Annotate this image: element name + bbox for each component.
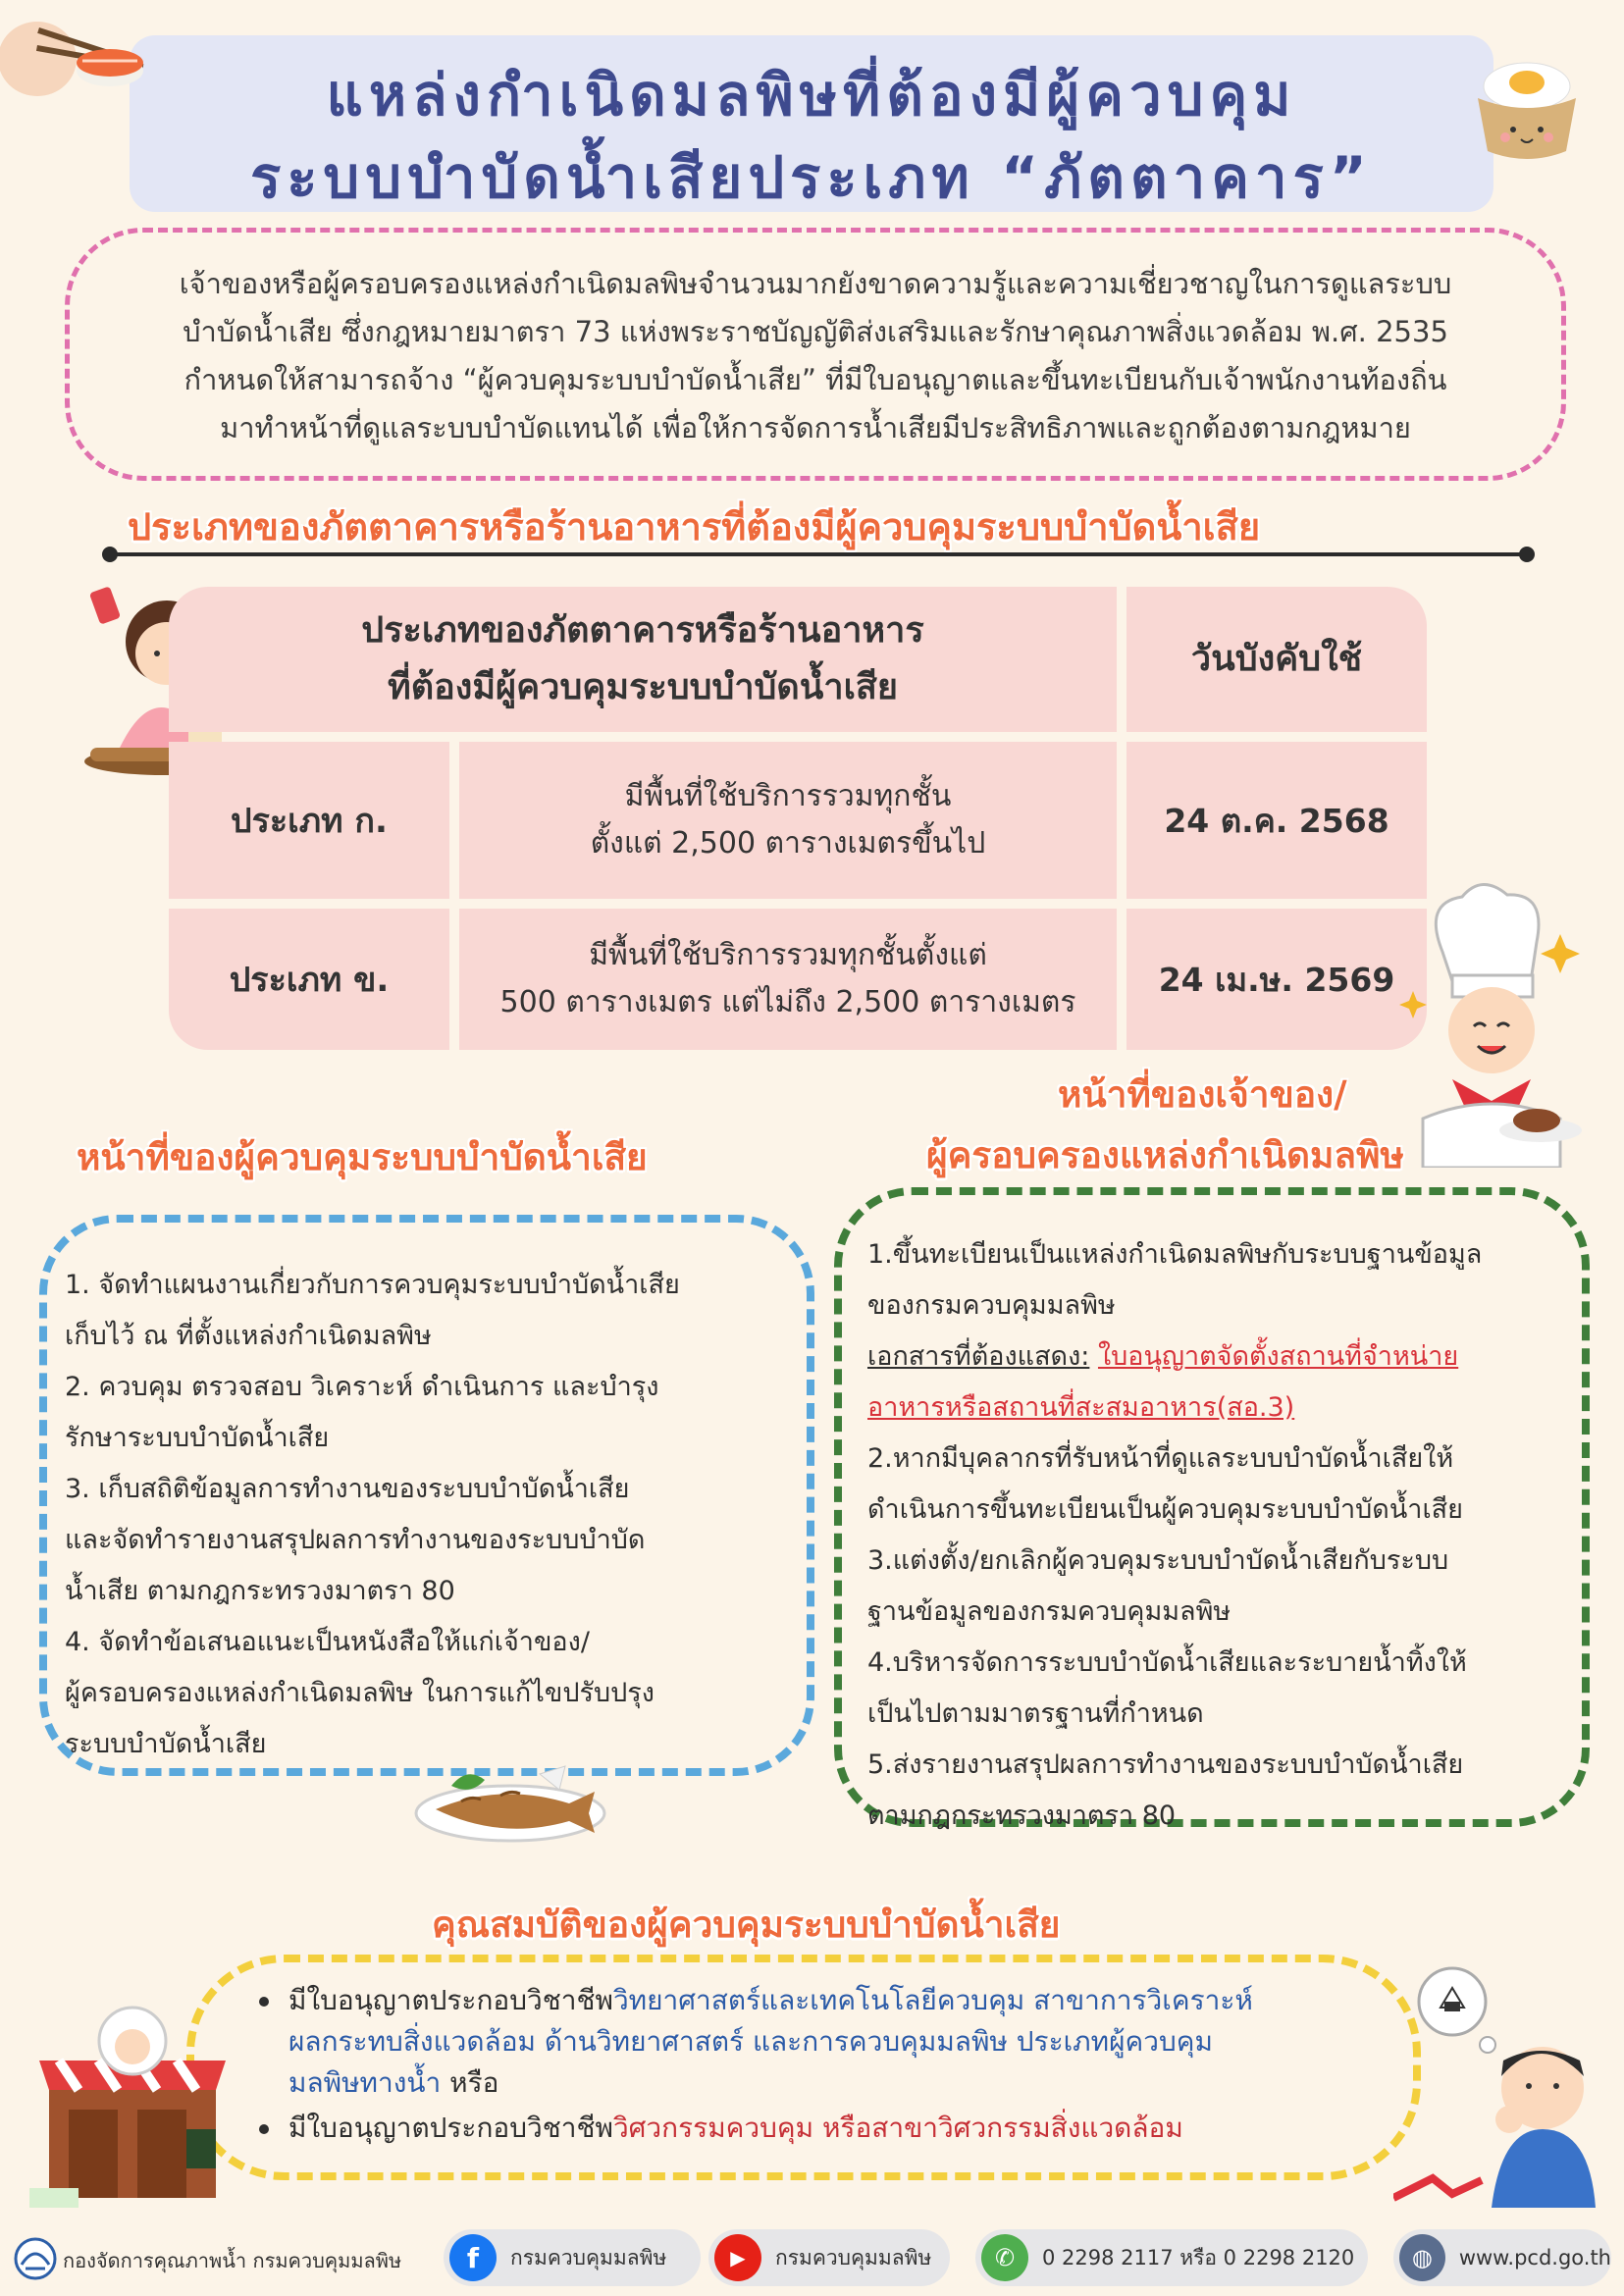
phone-contact[interactable] [975, 2229, 1368, 2286]
owner-duties-heading-line2: ผู้ครอบครองแหล่งกำเนิดมลพิษ [926, 1134, 1404, 1176]
title-banner [130, 35, 1493, 212]
pcd-logo-icon [14, 2237, 57, 2280]
owner-duties-heading-line1: หน้าที่ของเจ้าของ/ [1058, 1073, 1347, 1116]
row-a-type-label: ประเภท ก. [231, 802, 388, 841]
row-a-desc-line1: มีพื้นที่ใช้บริการรวมทุกชั้น [624, 779, 952, 813]
list-item: 3.แต่งตั้ง/ยกเลิกผู้ควบคุมระบบบำบัดน้ำเสียกับระบบ [867, 1545, 1449, 1576]
facebook-icon: f [449, 2234, 497, 2281]
list-item: เก็บไว้ ณ ที่ตั้งแหล่งกำเนิดมลพิษ [65, 1321, 432, 1351]
qual1-field: วิทยาศาสตร์และเทคโนโลยีควบคุม [612, 1984, 1025, 2016]
qual1-prefix: มีใบอนุญาตประกอบวิชาชีพ [288, 1984, 613, 2016]
chef-icon [1393, 873, 1590, 1168]
intro-line: มาทำหน้าที่ดูแลระบบบำบัดแทนได้ เพื่อให้การจัดการน้ำเสียมีประสิทธิภาพและถูกต้องตามกฎหมาย [220, 411, 1411, 444]
controller-duties-list [65, 1260, 680, 1770]
table-header-date-label: วันบังคับใช้ [1190, 639, 1363, 679]
row-b-type-label: ประเภท ข. [229, 961, 390, 1000]
restaurant-shop-icon [29, 1982, 236, 2208]
table-row-b-desc [459, 909, 1117, 1050]
list-item: ของกรมควบคุมมลพิษ [867, 1290, 1116, 1321]
globe-icon: ◍ [1399, 2234, 1445, 2281]
table-row-a-date [1126, 742, 1427, 899]
qualifications-list [257, 1980, 1376, 2149]
intro-line: กำหนดให้สามารถจ้าง “ผู้ควบคุมระบบบำบัดน้ำเสีย” ที่มีใบอนุญาตและขึ้นทะเบียนกับเจ้าพนักงานท้องถิ่น [183, 363, 1447, 396]
qualification-item [257, 1980, 1376, 2104]
types-table [169, 587, 1427, 1050]
rule-right-dot [1519, 547, 1535, 562]
intro-line: บำบัดน้ำเสีย ซึ่งกฎหมายมาตรา 73 แห่งพระราชบัญญัติส่งเสริมและรักษาคุณภาพสิ่งแวดล้อม พ.ศ. 2535 [183, 315, 1448, 348]
list-item: น้ำเสีย ตามกฎกระทรวงมาตรา 80 [65, 1576, 455, 1606]
website-link[interactable] [1393, 2229, 1611, 2286]
facebook-link[interactable] [444, 2229, 701, 2286]
table-header-date [1126, 587, 1427, 732]
list-item: 2.หากมีบุคลากรที่รับหน้าที่ดูแลระบบบำบัดน้ำเสียให้ [867, 1443, 1454, 1474]
table-header-type-line1: ประเภทของภัตตาคารหรือร้านอาหาร [361, 610, 924, 651]
qual1-branch: สาขาการวิเคราะห์ [1024, 1984, 1253, 2016]
qual2-prefix: มีใบอนุญาตประกอบวิชาชีพ [288, 2112, 613, 2144]
page-title-line1: แหล่งกำเนิดมลพิษที่ต้องมีผู้ควบคุม [326, 62, 1297, 129]
qual1-line3: มลพิษทางน้ำ [288, 2066, 442, 2099]
row-b-desc-line1: มีพื้นที่ใช้บริการรวมทุกชั้นตั้งแต่ [589, 938, 987, 972]
qual1-line2: ด้านวิทยาศาสตร์ และการควบคุมมลพิษ ประเภทผู้ควบคุม [535, 2025, 1213, 2058]
section-divider [106, 552, 1529, 556]
list-item: 2. ควบคุม ตรวจสอบ วิเคราะห์ ดำเนินการ และบำรุง [65, 1372, 659, 1402]
grilled-fish-icon [412, 1756, 608, 1845]
table-row-a-desc [459, 742, 1117, 899]
footer-org: กองจัดการคุณภาพน้ำ กรมควบคุมมลพิษ [63, 2249, 402, 2272]
row-b-date-value: 24 เม.ษ. 2569 [1158, 960, 1395, 999]
table-row-b-type [169, 909, 449, 1050]
intro-line: เจ้าของหรือผู้ครอบครองแหล่งกำเนิดมลพิษจำนวนมากยังขาดความรู้และความเชี่ยวชาญในการดูแลระบบ [179, 267, 1452, 300]
phone-label: 0 2298 2117 หรือ 0 2298 2120 [1042, 2245, 1355, 2270]
qualification-item [257, 2108, 1376, 2149]
row-a-desc-line2: ตั้งแต่ 2,500 ตารางเมตรขึ้นไป [590, 826, 986, 861]
list-item: ผู้ครอบครองแหล่งกำเนิดมลพิษ ในการแก้ไขปรับปรุง [65, 1678, 655, 1708]
qualifications-heading: คุณสมบัติของผู้ควบคุมระบบบำบัดน้ำเสีย [432, 1904, 1061, 1946]
rice-bowl-egg-icon [1468, 57, 1586, 165]
document-link-line2[interactable]: อาหารหรือสถานที่สะสมอาหาร(สอ.3) [867, 1392, 1295, 1423]
qual2-field: วิศวกรรมควบคุม หรือสาขาวิศวกรรมสิ่งแวดล้อม [612, 2112, 1183, 2144]
youtube-label: กรมควบคุมมลพิษ [775, 2245, 932, 2270]
document-label: เอกสารที่ต้องแสดง: [867, 1341, 1090, 1372]
list-item: 3. เก็บสถิติข้อมูลการทำงานของระบบบำบัดน้ำเสีย [65, 1474, 630, 1504]
youtube-icon: ▶ [714, 2234, 761, 2281]
footer [0, 2219, 1624, 2296]
list-item: 4.บริหารจัดการระบบบำบัดน้ำเสียและระบายน้ำทิ้งให้ [867, 1647, 1467, 1678]
phone-icon: ✆ [981, 2234, 1028, 2281]
list-item: รักษาระบบบำบัดน้ำเสีย [65, 1423, 330, 1453]
facebook-label: กรมควบคุมมลพิษ [510, 2245, 667, 2270]
chopsticks-sushi-icon [0, 0, 147, 108]
document-link[interactable]: ใบอนุญาตจัดตั้งสถานที่จำหน่าย [1097, 1341, 1459, 1372]
list-item: 5.ส่งรายงานสรุปผลการทำงานของระบบบำบัดน้ำเสีย [867, 1749, 1464, 1780]
document-requirement [867, 1331, 1482, 1383]
table-header-type-line2: ที่ต้องมีผู้ควบคุมระบบบำบัดน้ำเสีย [388, 667, 898, 707]
list-item: และจัดทำรายงานสรุปผลการทำงานของระบบบำบัด [65, 1525, 646, 1555]
list-item: 1. จัดทำแผนงานเกี่ยวกับการควบคุมระบบบำบัดน้ำเสีย [65, 1270, 680, 1300]
table-row-a-type [169, 742, 449, 899]
list-item: ระบบบำบัดน้ำเสีย [65, 1729, 267, 1759]
table-header-type [169, 587, 1117, 732]
website-label: www.pcd.go.th [1458, 2246, 1611, 2270]
list-item: 1.ขึ้นทะเบียนเป็นแหล่งกำเนิดมลพิษกับระบบฐานข้อมูล [867, 1239, 1483, 1270]
qual1-suffix: หรือ [441, 2066, 499, 2099]
list-item: เป็นไปตามมาตรฐานที่กำหนด [867, 1698, 1204, 1729]
page-title-line2: ระบบบำบัดน้ำเสียประเภท “ภัตตาคาร” [250, 144, 1373, 211]
intro-box [65, 228, 1566, 481]
types-heading: ประเภทของภัตตาคารหรือร้านอาหารที่ต้องมีผู้ควบคุมระบบบำบัดน้ำเสีย [128, 505, 1261, 548]
owner-duties-list [867, 1229, 1482, 1842]
youtube-link[interactable] [708, 2229, 950, 2286]
list-item: ดำเนินการขึ้นทะเบียนเป็นผู้ควบคุมระบบบำบัดน้ำเสีย [867, 1494, 1463, 1525]
list-item: 4. จัดทำข้อเสนอแนะเป็นหนังสือให้แก่เจ้าของ/ [65, 1627, 590, 1657]
controller-duties-heading: หน้าที่ของผู้ควบคุมระบบบำบัดน้ำเสีย [77, 1136, 648, 1178]
table-row-b-date [1126, 909, 1427, 1050]
thinking-man-icon [1393, 1962, 1609, 2208]
list-item: ฐานข้อมูลของกรมควบคุมมลพิษ [867, 1596, 1231, 1627]
row-b-desc-line2: 500 ตารางเมตร แต่ไม่ถึง 2,500 ตารางเมตร [499, 985, 1076, 1019]
qual1-branch-line2: ผลกระทบสิ่งแวดล้อม [288, 2025, 536, 2058]
list-item: ตามกฎกระทรวงมาตรา 80 [867, 1800, 1177, 1831]
row-a-date-value: 24 ต.ค. 2568 [1164, 801, 1389, 840]
